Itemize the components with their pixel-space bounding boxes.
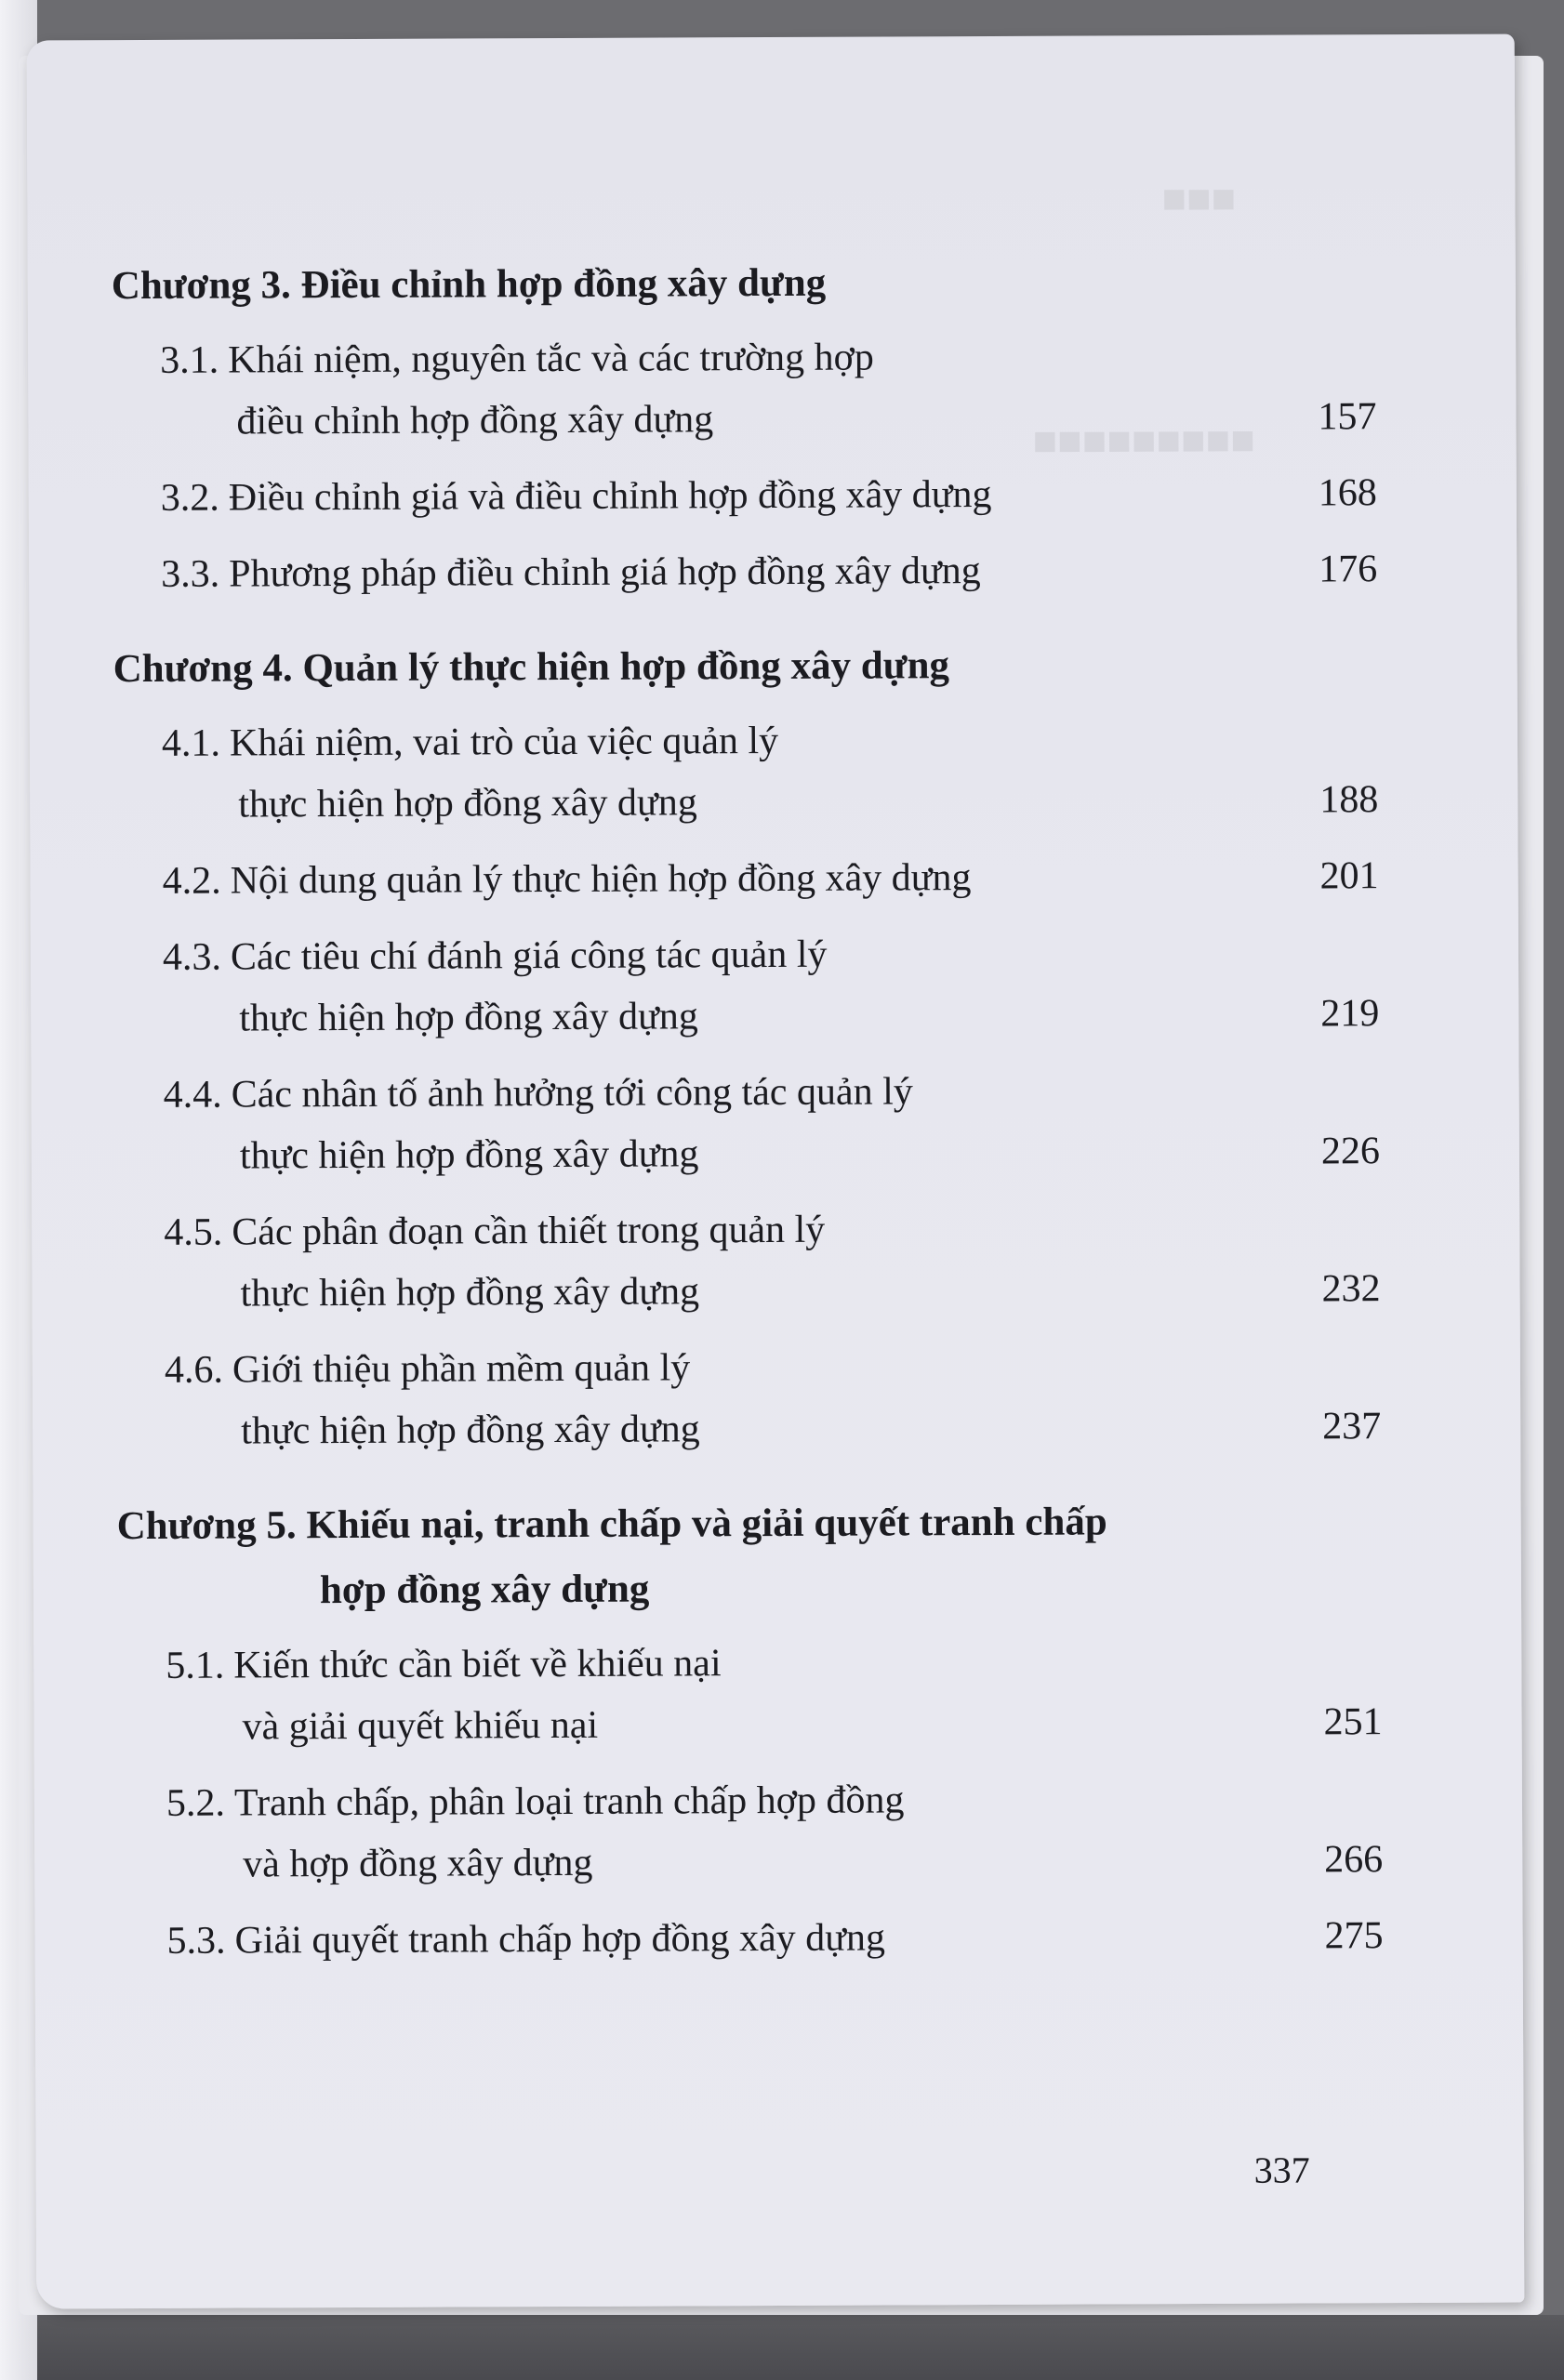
chapter-title: Chương 3. Điều chỉnh hợp đồng xây dựng bbox=[111, 260, 827, 309]
toc-entry bbox=[112, 324, 1396, 453]
page-reference: 251 bbox=[1323, 1700, 1383, 1744]
chapter-title: Chương 5. Khiếu nại, tranh chấp và giải quyết tranh chấp bbox=[116, 1500, 1107, 1549]
page-reference: 232 bbox=[1321, 1267, 1381, 1311]
page-number: 337 bbox=[1253, 2149, 1310, 2191]
toc-entry bbox=[113, 845, 1397, 912]
section-title: Các tiêu chí đánh giá công tác quản lý bbox=[230, 932, 828, 979]
toc-entry bbox=[114, 921, 1398, 1050]
desk-background bbox=[0, 2315, 1564, 2380]
chapter-heading bbox=[113, 631, 1396, 702]
toc-entry bbox=[118, 1905, 1401, 1972]
section-title-continued: và giải quyết khiếu nại bbox=[242, 1703, 599, 1749]
section-title: Khái niệm, vai trò của việc quản lý bbox=[229, 719, 779, 765]
page-reference: 226 bbox=[1320, 1130, 1381, 1173]
book-page bbox=[27, 34, 1525, 2309]
page-reference: 237 bbox=[1322, 1405, 1382, 1448]
section-title: Kiến thức cần biết về khiếu nại bbox=[233, 1642, 722, 1687]
section-title-continued: thực hiện hợp đồng xây dựng bbox=[238, 781, 697, 826]
section-number: 3.1. bbox=[160, 338, 219, 382]
page-reference: 201 bbox=[1319, 854, 1379, 898]
page-reference: 219 bbox=[1320, 992, 1380, 1036]
chapter-heading bbox=[117, 1488, 1401, 1624]
section-title-continued: và hợp đồng xây dựng bbox=[243, 1841, 593, 1886]
toc-entry bbox=[113, 538, 1396, 605]
section-title: Giới thiệu phần mềm quản lý bbox=[232, 1346, 691, 1392]
page-reference: 275 bbox=[1324, 1914, 1384, 1958]
toc-entry bbox=[114, 1059, 1398, 1187]
section-title: Khái niệm, nguyên tắc và các trường hợp bbox=[228, 336, 874, 382]
section-number: 5.2. bbox=[166, 1781, 226, 1825]
toc-entry bbox=[113, 707, 1398, 836]
section-number: 5.3. bbox=[166, 1919, 226, 1963]
section-title: Các phân đoạn cần thiết trong quản lý bbox=[232, 1208, 826, 1254]
show-through-text: ■■■■■■■■■ bbox=[1032, 416, 1255, 464]
show-through-text: ■■■ bbox=[1161, 175, 1237, 222]
section-number: 4.4. bbox=[163, 1073, 222, 1117]
page-reference: 157 bbox=[1318, 395, 1377, 439]
page-reference: 266 bbox=[1324, 1838, 1384, 1882]
chapter-title: Chương 4. Quản lý thực hiện hợp đồng xây dựng bbox=[113, 643, 950, 692]
toc-entry bbox=[117, 1630, 1401, 1758]
section-number: 4.1. bbox=[161, 721, 221, 765]
section-title: Tranh chấp, phân loại tranh chấp hợp đồng bbox=[233, 1778, 905, 1825]
section-title: Nội dung quản lý thực hiện hợp đồng xây dựng bbox=[230, 856, 972, 903]
page-reference: 168 bbox=[1318, 471, 1377, 515]
section-number: 4.3. bbox=[162, 935, 222, 979]
section-number: 3.3. bbox=[161, 552, 220, 596]
section-title: Các nhân tố ảnh hưởng tới công tác quản lý bbox=[231, 1070, 913, 1117]
chapter-heading bbox=[112, 248, 1395, 319]
toc-entry bbox=[115, 1197, 1399, 1325]
section-number: 4.6. bbox=[164, 1348, 224, 1392]
section-title-continued: thực hiện hợp đồng xây dựng bbox=[240, 1270, 700, 1316]
page-reference: 176 bbox=[1319, 548, 1378, 591]
section-title-continued: điều chỉnh hợp đồng xây dựng bbox=[236, 398, 714, 443]
section-title-continued: thực hiện hợp đồng xây dựng bbox=[239, 995, 698, 1040]
chapter-title-continued: hợp đồng xây dựng bbox=[319, 1567, 650, 1613]
table-of-contents bbox=[112, 248, 1402, 1987]
section-number: 3.2. bbox=[160, 476, 219, 520]
section-title: Giải quyết tranh chấp hợp đồng xây dựng bbox=[234, 1916, 886, 1963]
page-reference: 188 bbox=[1319, 778, 1379, 822]
toc-entry bbox=[118, 1767, 1402, 1896]
section-title: Điều chỉnh giá và điều chỉnh hợp đồng xây dựng bbox=[228, 472, 992, 520]
section-number: 4.5. bbox=[164, 1210, 223, 1254]
section-number: 5.1. bbox=[166, 1644, 225, 1687]
toc-entry bbox=[116, 1334, 1400, 1462]
section-number: 4.2. bbox=[162, 859, 221, 903]
toc-entry bbox=[113, 462, 1396, 529]
section-title: Phương pháp điều chỉnh giá hợp đồng xây dựng bbox=[229, 549, 981, 596]
section-title-continued: thực hiện hợp đồng xây dựng bbox=[239, 1132, 699, 1178]
section-title-continued: thực hiện hợp đồng xây dựng bbox=[241, 1408, 700, 1453]
